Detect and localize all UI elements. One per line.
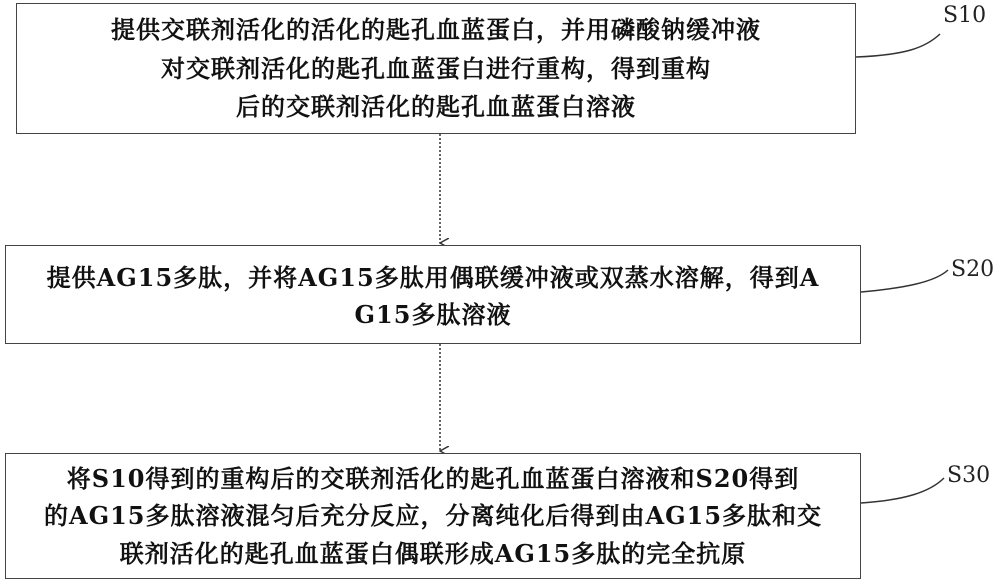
step-s20-text-line-1: 提供AG15多肽，并将AG15多肽用偶联缓冲液或双蒸水溶解，得到A [46,263,820,292]
step-box-s10 [16,3,856,134]
leader-line-s30 [861,478,944,503]
step-box-s30 [5,453,861,579]
step-label-s10: S10 [943,3,987,28]
step-s10-text-line-3: 后的交联剂活化的匙孔血蓝蛋白溶液 [236,92,636,121]
step-label-s20: S20 [951,257,995,282]
step-s10-text-line-2: 对交联剂活化的匙孔血蓝蛋白进行重构，得到重构 [161,54,711,83]
step-box-s20 [5,245,861,344]
step-s30-text-line-1: 将S10得到的重构后的交联剂活化的匙孔血蓝蛋白溶液和S20得到 [66,464,800,493]
step-label-s30: S30 [947,463,991,488]
leader-line-s10 [856,34,940,57]
leader-line-s20 [861,270,948,292]
step-s30-text-line-2: 的AG15多肽溶液混匀后充分反应，分离纯化后得到由AG15多肽和交 [43,501,823,530]
step-s30-text-line-3: 联剂活化的匙孔血蓝蛋白偶联形成AG15多肽的完全抗原 [119,539,747,568]
step-s10-text-line-1: 提供交联剂活化的活化的匙孔血蓝蛋白，并用磷酸钠缓冲液 [111,15,761,44]
step-s20-text-line-2: G15多肽溶液 [354,300,512,329]
